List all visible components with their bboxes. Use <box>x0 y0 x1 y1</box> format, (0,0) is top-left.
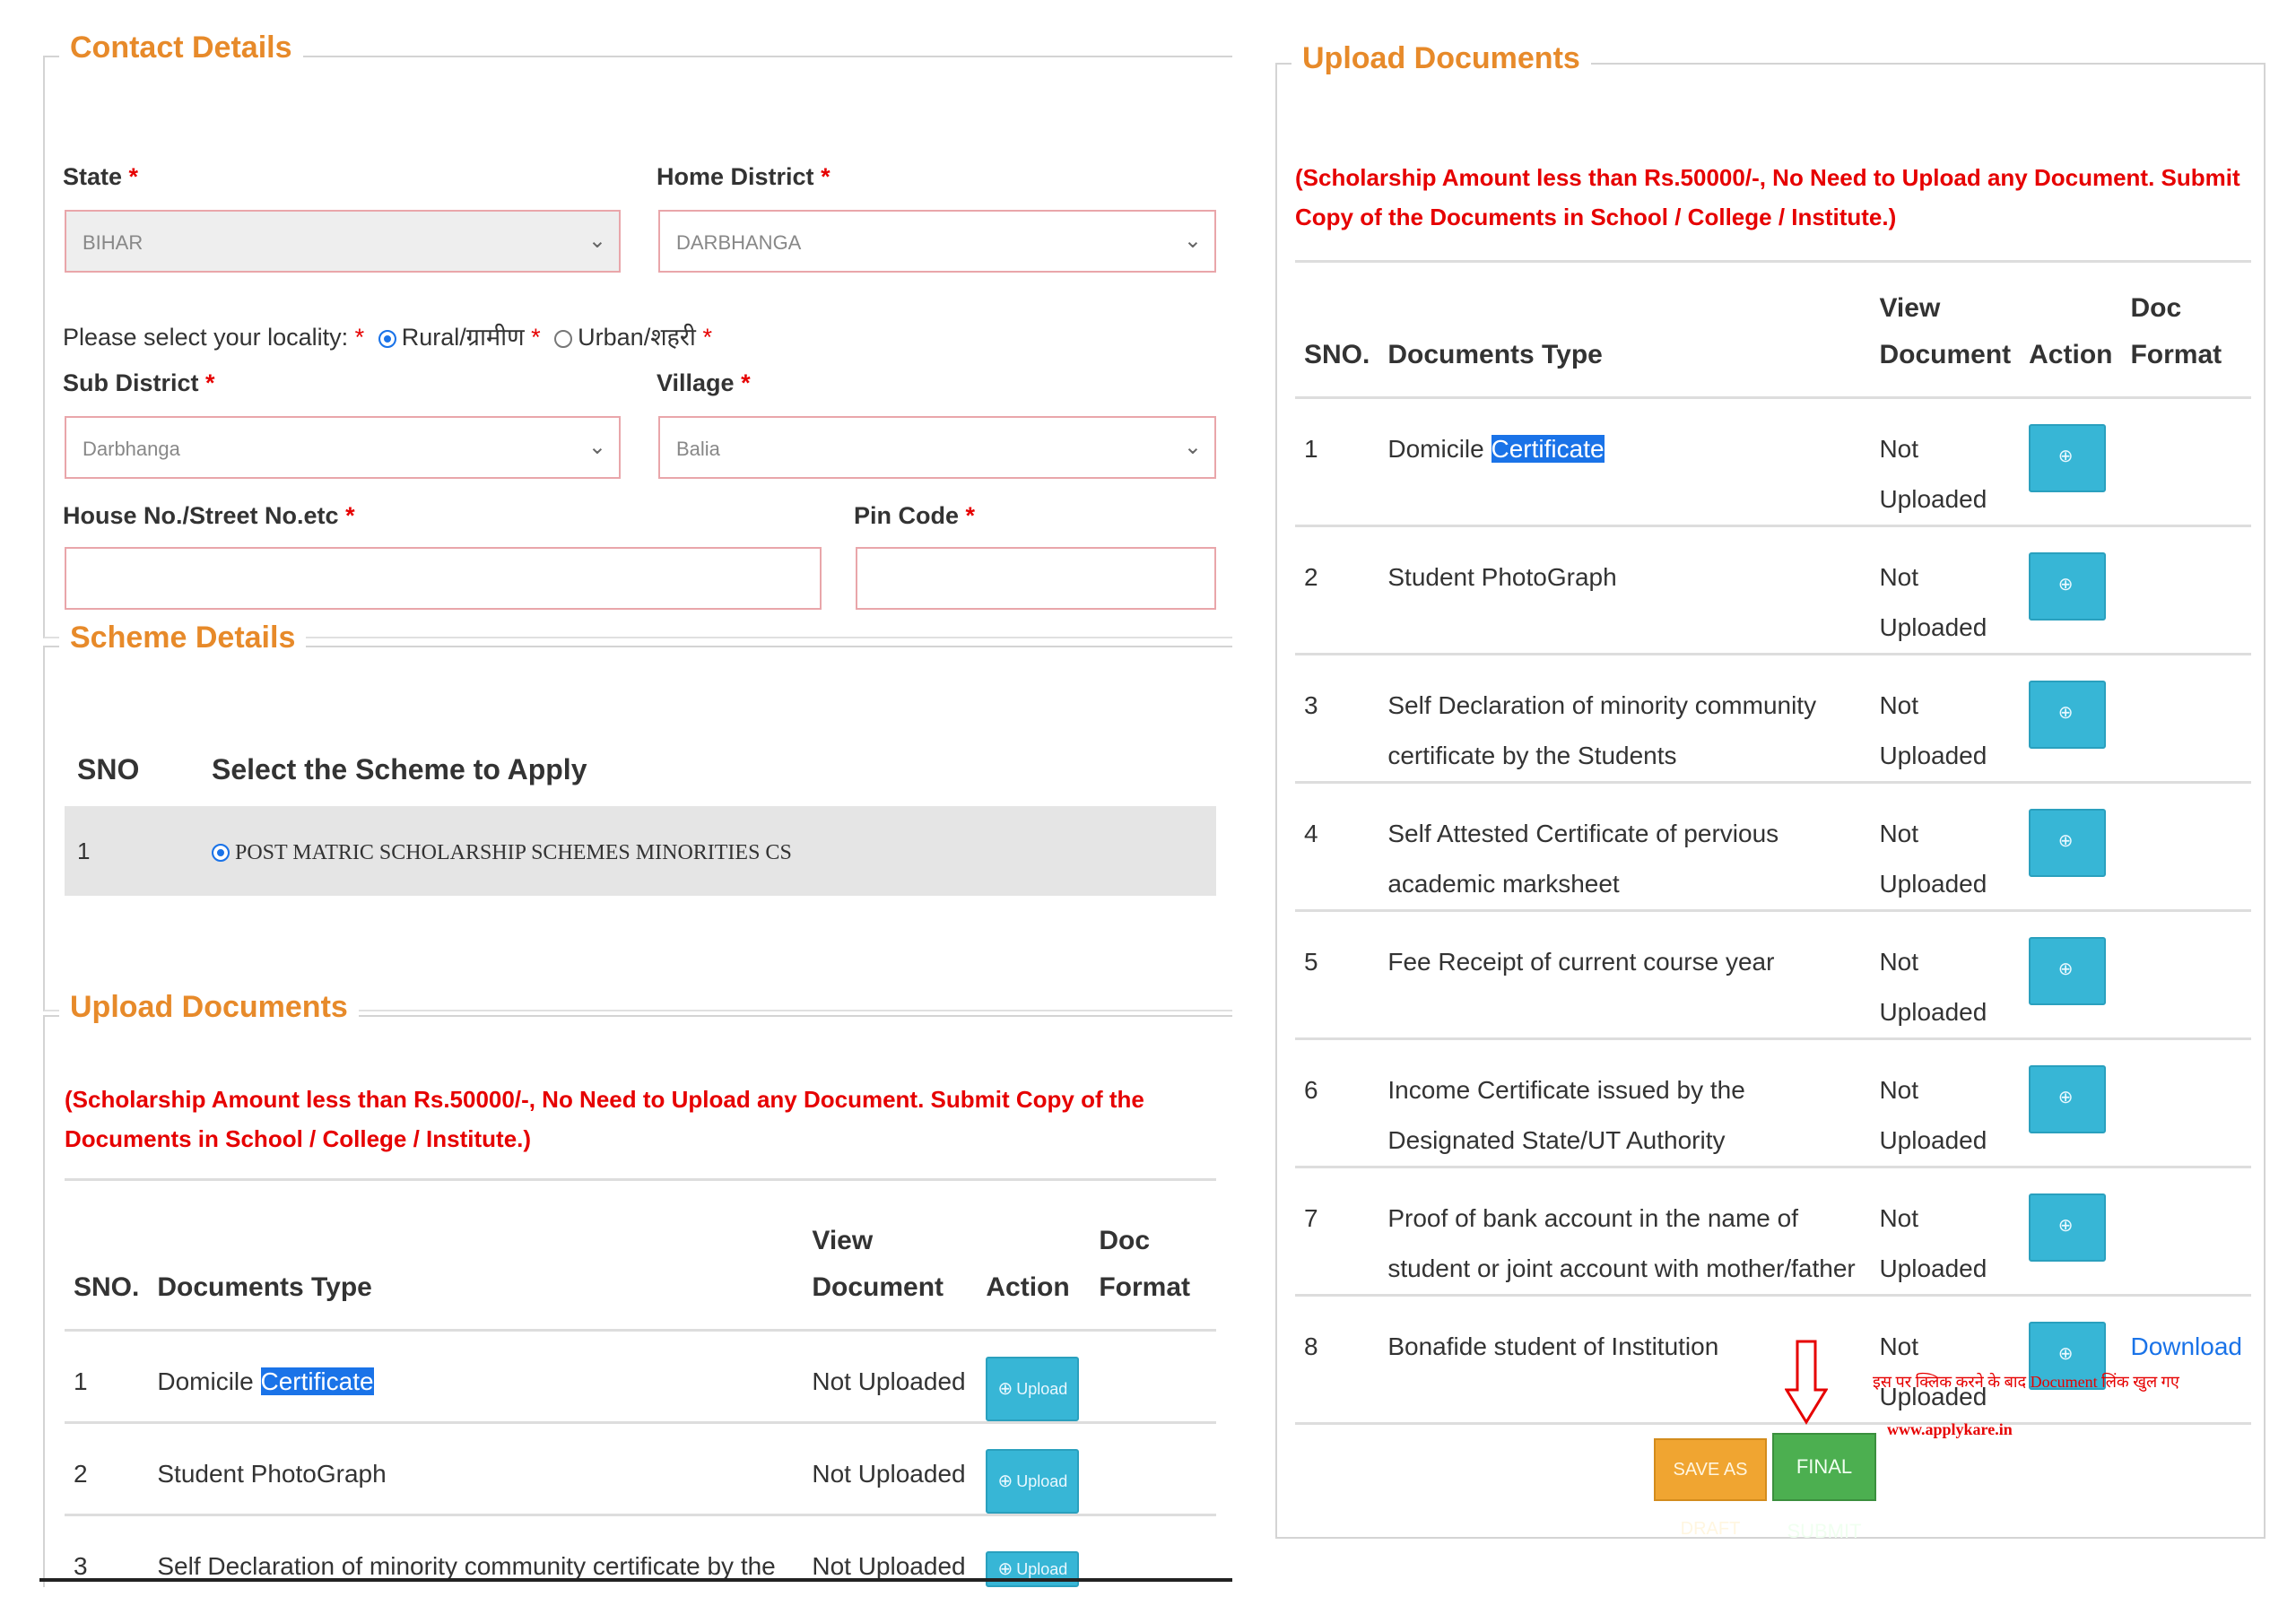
pin-code-input[interactable] <box>856 547 1216 610</box>
scheme-radio[interactable] <box>212 844 230 862</box>
col-sno: SNO. <box>1295 285 1378 398</box>
upload-documents-section <box>43 990 1232 1587</box>
upload-button[interactable] <box>2029 1065 2106 1133</box>
contact-details-section: Contact Details State * BIHAR ⌄ Home District * DARBHANGA ⌄ Please select your locality: * Rural/ग्रामीण * Urban/शहरी * Sub District * Darbhanga ⌄ Village * Balia ⌄ House No./Street No.etc * Pin Code * <box>43 56 1232 638</box>
arrow-down-icon <box>1785 1340 1828 1426</box>
highlighted-text: Certificate <box>260 1367 374 1395</box>
scheme-table <box>65 753 1216 896</box>
upload-icon: ⊕ <box>2057 447 2074 466</box>
scheme-details-legend: Scheme Details <box>59 621 306 655</box>
house-input[interactable] <box>65 547 822 610</box>
sub-district-select-value: Darbhanga <box>83 438 180 460</box>
download-link[interactable]: Download <box>2130 1332 2242 1360</box>
required-mark: * <box>821 163 831 190</box>
view-status: Not Uploaded <box>803 1331 977 1423</box>
view-status: Not Uploaded <box>1870 655 2020 783</box>
view-status: Not Uploaded <box>812 1552 966 1580</box>
upload-button[interactable] <box>2029 1193 2106 1262</box>
upload-icon: ⊕ <box>2057 831 2074 851</box>
view-status: Not Uploaded <box>1870 783 2020 911</box>
home-district-select[interactable] <box>658 210 1216 273</box>
upload-icon: ⊕ <box>997 1379 1013 1399</box>
col-action: Action <box>2020 285 2121 398</box>
upload-icon: ⊕ <box>2057 959 2074 979</box>
village-select-value: Balia <box>676 438 720 460</box>
final-submit-button[interactable]: FINAL SUBMIT <box>1772 1433 1876 1501</box>
col-doc-format: Doc Format <box>2121 285 2251 398</box>
village-label: Village <box>657 369 735 396</box>
state-label: State <box>63 163 123 190</box>
upload-button[interactable]: ⊕ Upload <box>986 1551 1079 1587</box>
scheme-col-sno: SNO <box>77 753 140 785</box>
documents-table <box>65 1218 1216 1592</box>
upload-note: (Scholarship Amount less than Rs.50000/-, No Need to Upload any Document. Submit Copy of the Documents in School / College / Institute.) <box>1295 164 2240 230</box>
state-select[interactable] <box>65 210 621 273</box>
table-row: 5 Fee Receipt of current course year Not Uploaded ⊕ <box>1295 911 2251 1039</box>
table-row: 7 Proof of bank account in the name of student or joint account with mother/father Not Uploaded ⊕ <box>1295 1167 2251 1296</box>
col-doc-format: Doc Format <box>1090 1218 1216 1331</box>
upload-icon: ⊕ <box>997 1559 1013 1579</box>
view-status: Not Uploaded <box>1870 1039 2020 1167</box>
table-row: 2 Student PhotoGraph Not Uploaded ⊕ <box>1295 526 2251 655</box>
view-status: Not Uploaded <box>1870 1167 2020 1296</box>
scheme-col-select: Select the Scheme to Apply <box>212 753 587 785</box>
upload-icon: ⊕ <box>2057 575 2074 595</box>
view-status: Not Uploaded <box>1870 1296 2020 1424</box>
rural-radio-label: Rural/ग्रामीण <box>401 324 525 351</box>
sub-district-label: Sub District <box>63 369 199 396</box>
scheme-details-section <box>43 621 1232 1011</box>
right-panel <box>1275 41 2266 1542</box>
chevron-down-icon: ⌄ <box>1183 435 1202 459</box>
upload-note: (Scholarship Amount less than Rs.50000/-, No Need to Upload any Document. Submit Copy of the Documents in School / College / Institute.) <box>65 1086 1144 1152</box>
upload-icon: ⊕ <box>2057 1088 2074 1107</box>
table-row: 3 Self Declaration of minority community certificate by the Students Not Uploaded ⊕ <box>1295 655 2251 783</box>
left-panel <box>43 30 1232 1587</box>
contact-details-legend: Contact Details <box>59 30 303 65</box>
scheme-name: POST MATRIC SCHOLARSHIP SCHEMES MINORITIES CS <box>235 840 792 864</box>
col-view-document: View Document <box>1870 285 2020 398</box>
view-status: Not Uploaded <box>1870 526 2020 655</box>
chevron-down-icon: ⌄ <box>1183 229 1202 253</box>
rural-radio[interactable] <box>378 330 396 348</box>
documents-table <box>1295 285 2251 1425</box>
table-row: 1 Domicile Certificate Not Uploaded ⊕ <box>1295 398 2251 526</box>
locality-label: Please select your locality: <box>63 324 349 351</box>
upload-documents-legend: Upload Documents <box>1292 41 1591 76</box>
required-mark: * <box>128 163 139 190</box>
chevron-down-icon: ⌄ <box>587 435 606 459</box>
upload-icon: ⊕ <box>997 1471 1013 1491</box>
upload-documents-legend: Upload Documents <box>59 990 359 1025</box>
highlighted-text: Certificate <box>1491 435 1605 463</box>
upload-icon: ⊕ <box>2057 1216 2074 1236</box>
save-draft-button[interactable]: SAVE AS DRAFT <box>1654 1438 1767 1501</box>
divider <box>65 1178 1216 1181</box>
upload-icon: ⊕ <box>2057 1344 2074 1364</box>
col-view-document: View Document <box>803 1218 977 1331</box>
table-row: 1 Domicile Certificate Not Uploaded ⊕ Upload <box>65 1331 1216 1423</box>
col-documents-type: Documents Type <box>1378 285 1870 398</box>
table-row: 6 Income Certificate issued by the Designated State/UT Authority Not Uploaded ⊕ <box>1295 1039 2251 1167</box>
house-label: House No./Street No.etc <box>63 502 339 529</box>
divider <box>1295 260 2251 263</box>
table-row: 4 Self Attested Certificate of pervious academic marksheet Not Uploaded ⊕ <box>1295 783 2251 911</box>
village-select[interactable] <box>658 416 1216 479</box>
urban-radio[interactable] <box>554 330 572 348</box>
urban-radio-label: Urban/शहरी <box>578 324 696 351</box>
chevron-down-icon: ⌄ <box>587 229 606 253</box>
pin-code-label: Pin Code <box>854 502 960 529</box>
home-district-select-value: DARBHANGA <box>676 231 802 254</box>
hindi-note: इस पर क्लिक करने के बाद Document लिंक खुल गए <box>1873 1373 2179 1391</box>
col-sno: SNO. <box>65 1218 148 1331</box>
view-status: Not Uploaded <box>803 1423 977 1515</box>
table-row <box>65 806 1216 896</box>
view-status: Not Uploaded <box>1870 398 2020 526</box>
upload-button[interactable] <box>2029 424 2106 492</box>
col-action: Action <box>977 1218 1090 1331</box>
upload-button[interactable] <box>2029 809 2106 877</box>
table-row: 8 Bonafide student of Institution Not Uploaded ⊕ Download <box>1295 1296 2251 1424</box>
upload-button[interactable] <box>2029 937 2106 1005</box>
upload-button[interactable]: ⊕ Upload <box>986 1449 1079 1514</box>
upload-icon: ⊕ <box>2057 703 2074 723</box>
state-select-value: BIHAR <box>83 231 144 254</box>
scheme-sno: 1 <box>65 806 199 896</box>
upload-button[interactable] <box>2029 681 2106 749</box>
upload-button[interactable] <box>2029 552 2106 621</box>
table-row: 3 Self Declaration of minority community certificate by the Not Uploaded ⊕ Upload <box>65 1515 1216 1593</box>
upload-button[interactable]: ⊕ Upload <box>986 1357 1079 1421</box>
sub-district-select[interactable] <box>65 416 621 479</box>
site-watermark: www.applykare.in <box>1887 1420 2013 1438</box>
home-district-label: Home District <box>657 163 814 190</box>
view-status: Not Uploaded <box>1870 911 2020 1039</box>
col-documents-type: Documents Type <box>148 1218 803 1331</box>
table-row: 2 Student PhotoGraph Not Uploaded ⊕ Upload <box>65 1423 1216 1515</box>
cropped-edge <box>39 1578 1232 1582</box>
